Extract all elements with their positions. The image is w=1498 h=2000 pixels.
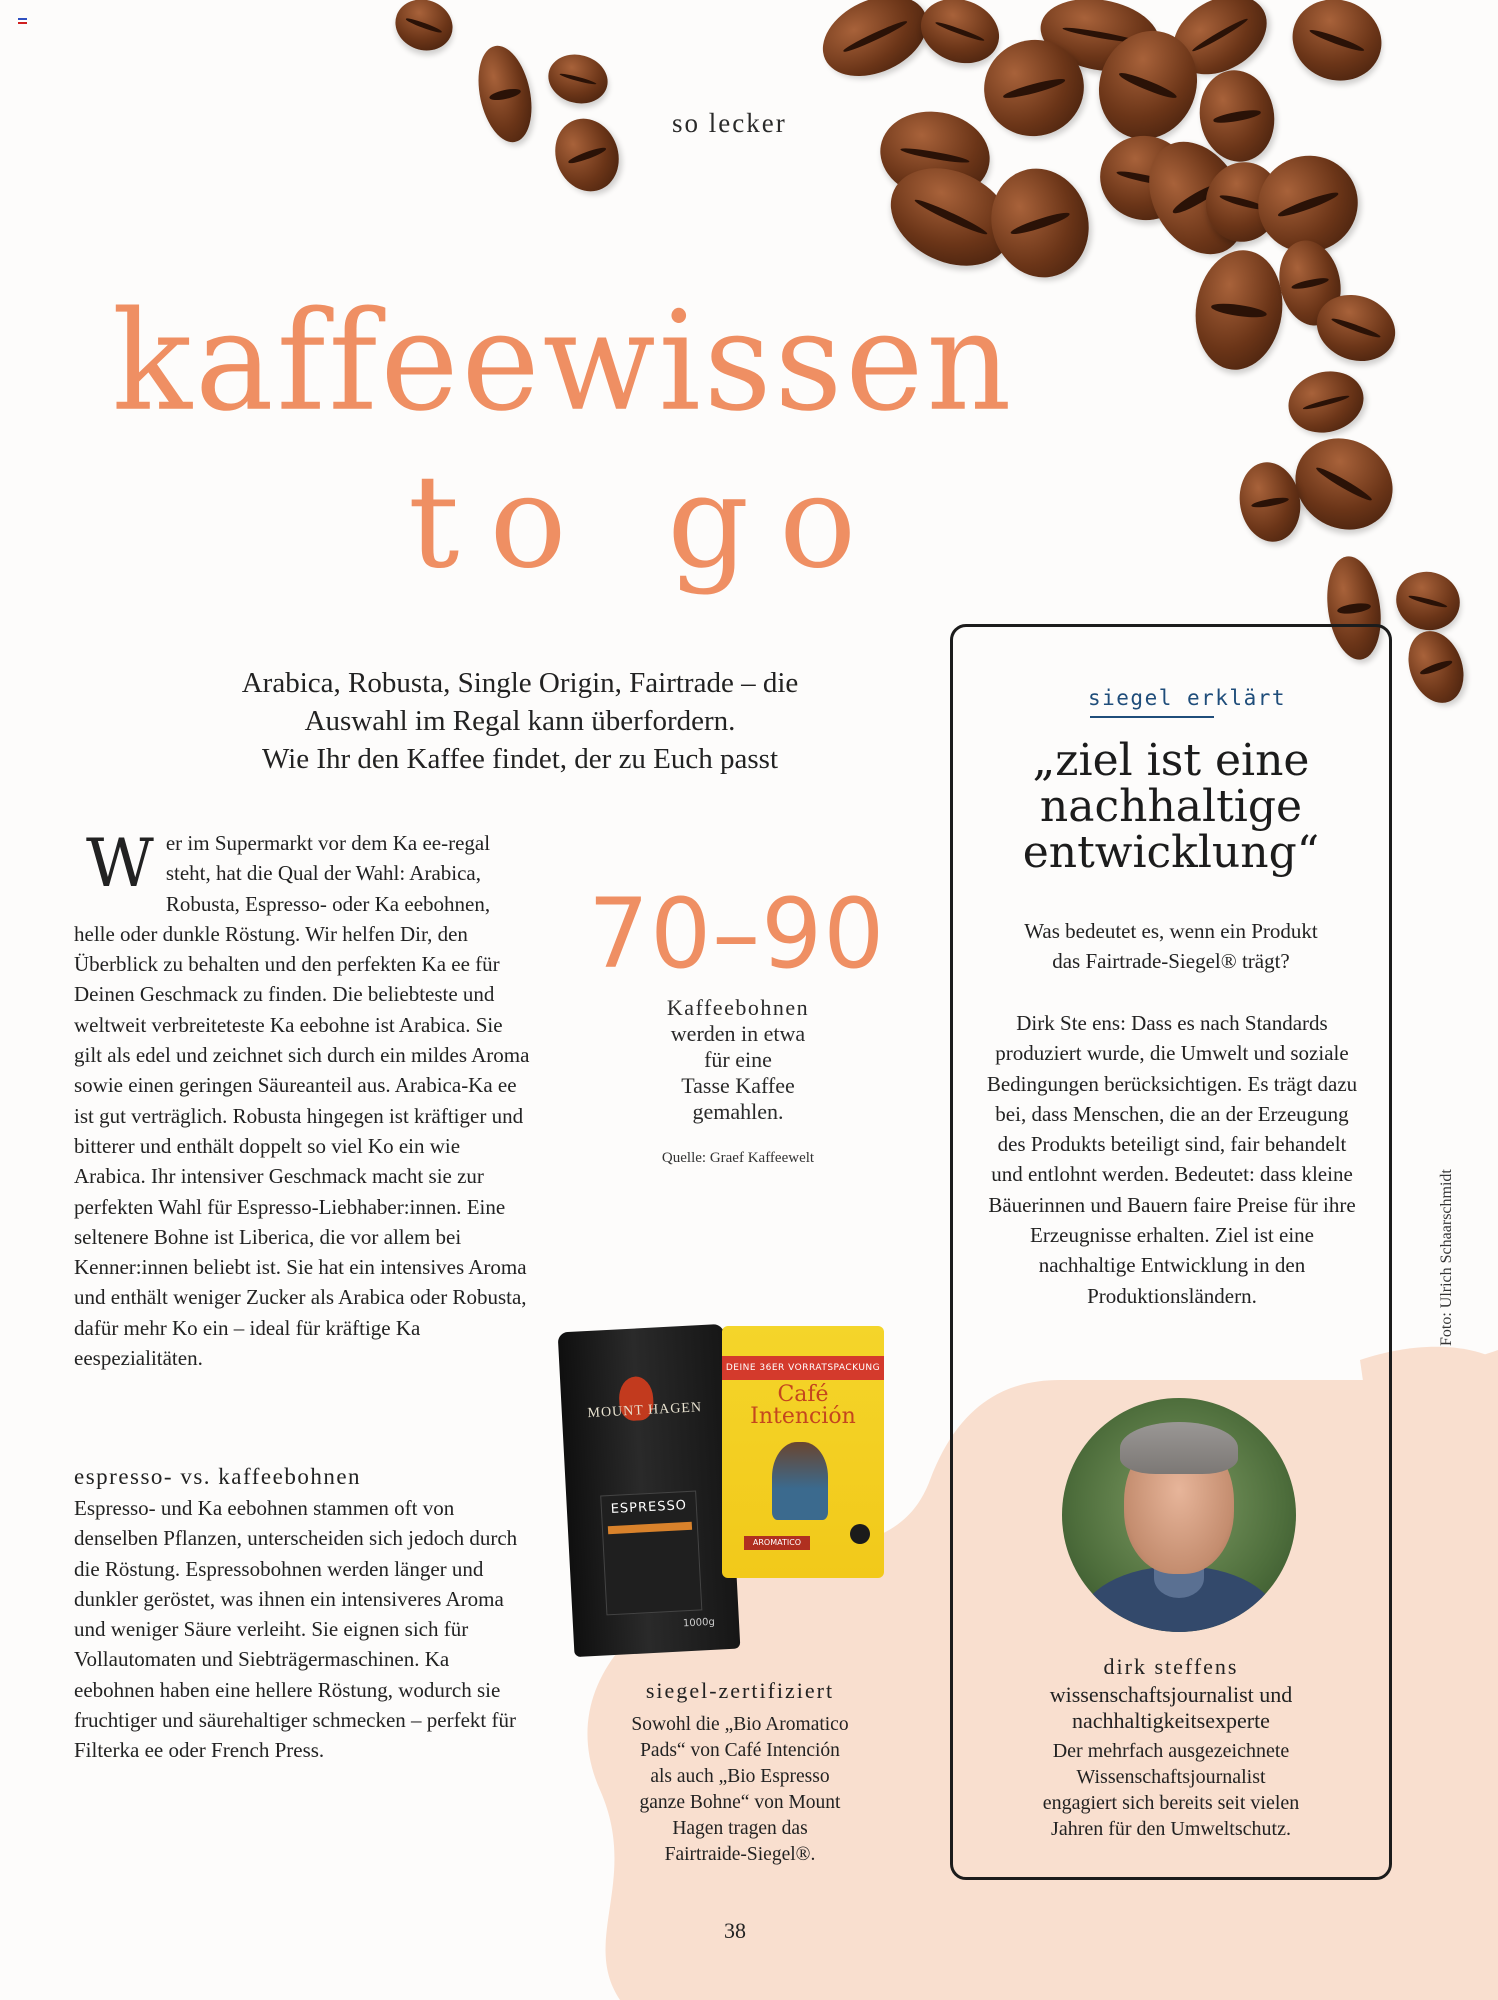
lead-line: Wie Ihr den Kaffee findet, der zu Euch passt xyxy=(261,743,779,775)
article-paragraph-1 xyxy=(74,825,534,1373)
stat-label-line: Tasse Kaffee xyxy=(681,1073,795,1098)
farmer-image xyxy=(772,1442,828,1520)
stat-label-line: gemahlen. xyxy=(692,1099,784,1124)
sidebar-tag: siegel erklärt xyxy=(1088,686,1287,710)
sidebar-answer: Dirk Ste ens: Dass es nach Standards produziert wurde, die Umwelt und soziale Bedingungen berücksichtigen. Es trägt dazu bei, dass Menschen, die an der Erzeugung des Produkts beteiligt sind, fair behandelt und entlohnt werden. Bedeutet: dass kleine Bäuerinnen und Bauern faire Preise für ihre Erzeugnisse erhalten. Ziel ist eine nachhaltige Entwicklung in den Produktionsländern. xyxy=(986,1011,1358,1308)
fairtrade-logo-icon xyxy=(850,1524,870,1544)
title-line: nachhaltigkeitsexperte xyxy=(1072,1708,1270,1733)
person-bio xyxy=(980,1738,1362,1842)
pack-weight: 1000g xyxy=(682,1616,716,1630)
portrait-hair xyxy=(1120,1422,1238,1474)
page-number: 38 xyxy=(724,1918,746,1943)
sidebar-quote xyxy=(980,735,1362,878)
lead-paragraph xyxy=(150,664,890,778)
lead-line: Auswahl im Regal kann überfordern. xyxy=(304,705,736,737)
section-kicker: so lecker xyxy=(672,108,787,138)
bio-line: engagiert sich bereits seit vielen xyxy=(1042,1792,1300,1814)
mount-hagen-espresso-pack xyxy=(558,1324,741,1657)
stat-label xyxy=(620,995,856,1125)
pack-product-name: ESPRESSO xyxy=(610,1498,688,1518)
bio-line: Der mehrfach ausgezeichnete xyxy=(1052,1740,1290,1762)
stat-source: Quelle: Graef Kaffeewelt xyxy=(661,1150,815,1166)
caption-line: Fairtraide-Siegel®. xyxy=(664,1844,816,1865)
pack-variant: AROMATICO xyxy=(744,1536,810,1550)
sidebar-question xyxy=(980,916,1362,976)
article-subheading: espresso- vs. kaffeebohnen xyxy=(74,1464,362,1489)
caption-line: als auch „Bio Espresso xyxy=(650,1766,830,1787)
flag-icon xyxy=(18,18,27,24)
stat-label-first: Kaffeebohnen xyxy=(666,995,810,1020)
headline-line1: kaffeewissen xyxy=(112,281,1015,443)
photo-credit: Foto: Ulrich Schaarschmidt xyxy=(1438,1169,1455,1346)
pack-banner: DEINE 36ER VORRATSPACKUNG xyxy=(722,1356,884,1380)
stat-label-line: für eine xyxy=(704,1047,772,1072)
person-name: dirk steffens xyxy=(1103,1654,1239,1679)
bio-line: Jahren für den Umweltschutz. xyxy=(1051,1818,1291,1840)
question-line: Was bedeutet es, wenn ein Produkt xyxy=(1024,919,1318,943)
headline-line2: to go xyxy=(408,448,887,597)
question-line: das Fairtrade-Siegel® trägt? xyxy=(1052,949,1290,973)
article-paragraph-2: Espresso- und Ka eebohnen stammen oft von denselben Pflanzen, unterscheiden sich jedoch durch die Röstung. Espressobohnen werden länger und dunkler geröstet, was ihnen ein intensiveres Aroma und weniger Säure verleiht. Sie eignen sich für Vollautomaten und Siebträgermaschinen. Ka eebohnen haben eine hellere Röstung, wodurch sie fruchtiger und säurehaltiger schmecken – perfekt für Filterka ee oder French Press. xyxy=(74,1496,518,1763)
caption-line: Sowohl die „Bio Aromatico xyxy=(631,1714,849,1735)
drop-cap: W xyxy=(86,825,154,902)
stat-number: 70–90 xyxy=(588,878,886,990)
pack-brand-line: Café xyxy=(777,1382,829,1407)
quote-line: entwicklung“ xyxy=(1022,827,1320,878)
caption-line: Hagen tragen das xyxy=(672,1818,808,1839)
quote-line: nachhaltige xyxy=(1039,781,1303,832)
portrait-photo xyxy=(1062,1398,1296,1632)
lead-line: Arabica, Robusta, Single Origin, Fairtrade – die xyxy=(241,667,799,699)
bio-line: Wissenschaftsjournalist xyxy=(1076,1766,1266,1788)
pack-brand xyxy=(722,1384,884,1428)
quote-line: „ziel ist eine xyxy=(1032,735,1310,786)
pack-brand: MOUNT HAGEN xyxy=(587,1400,703,1422)
product-caption xyxy=(600,1712,880,1868)
person-title xyxy=(980,1682,1362,1734)
article-text-1: er im Supermarkt vor dem Ka ee-regal steht, hat die Qual der Wahl: Arabica, Robusta, Espresso- oder Ka eebohnen, helle oder dunkle Röstung. Wir helfen Dir, den Überblick zu behalten und den perfekten Ka ee für Deinen Geschmack zu finden. Die beliebteste und weltweit verbreiteteste Ka eebohne ist Arabica. Sie gilt als edel und zeichnet sich durch ein mildes Aroma sowie einen geringen Säureanteil aus. Arabica-Ka ee ist gut verträglich. Robusta hingegen ist kräftiger und bitterer und enthält doppelt so viel Ko ein wie Arabica. Ihr intensiver Geschmack macht sie zur perfekten Wahl für Espresso-Liebhaber:innen. Eine seltenere Bohne ist Liberica, die vor allem bei Kenner:innen beliebt ist. Sie hat ein intensives Aroma und enthält weniger Zucker als Arabica oder Robusta, dafür mehr Ko ein – ideal für kräftige Ka eespezialitäten. xyxy=(74,831,530,1371)
caption-line: ganze Bohne“ von Mount xyxy=(639,1792,841,1813)
title-line: wissenschaftsjournalist und xyxy=(1049,1682,1293,1707)
stat-label-line: werden in etwa xyxy=(670,1021,806,1046)
cafe-intencion-pack xyxy=(722,1326,884,1578)
product-caption-heading: siegel-zertifiziert xyxy=(645,1678,835,1703)
pack-brand-line: Intención xyxy=(750,1404,856,1429)
sidebar-tag-underline xyxy=(1090,716,1214,718)
caption-line: Pads“ von Café Intención xyxy=(640,1740,840,1761)
